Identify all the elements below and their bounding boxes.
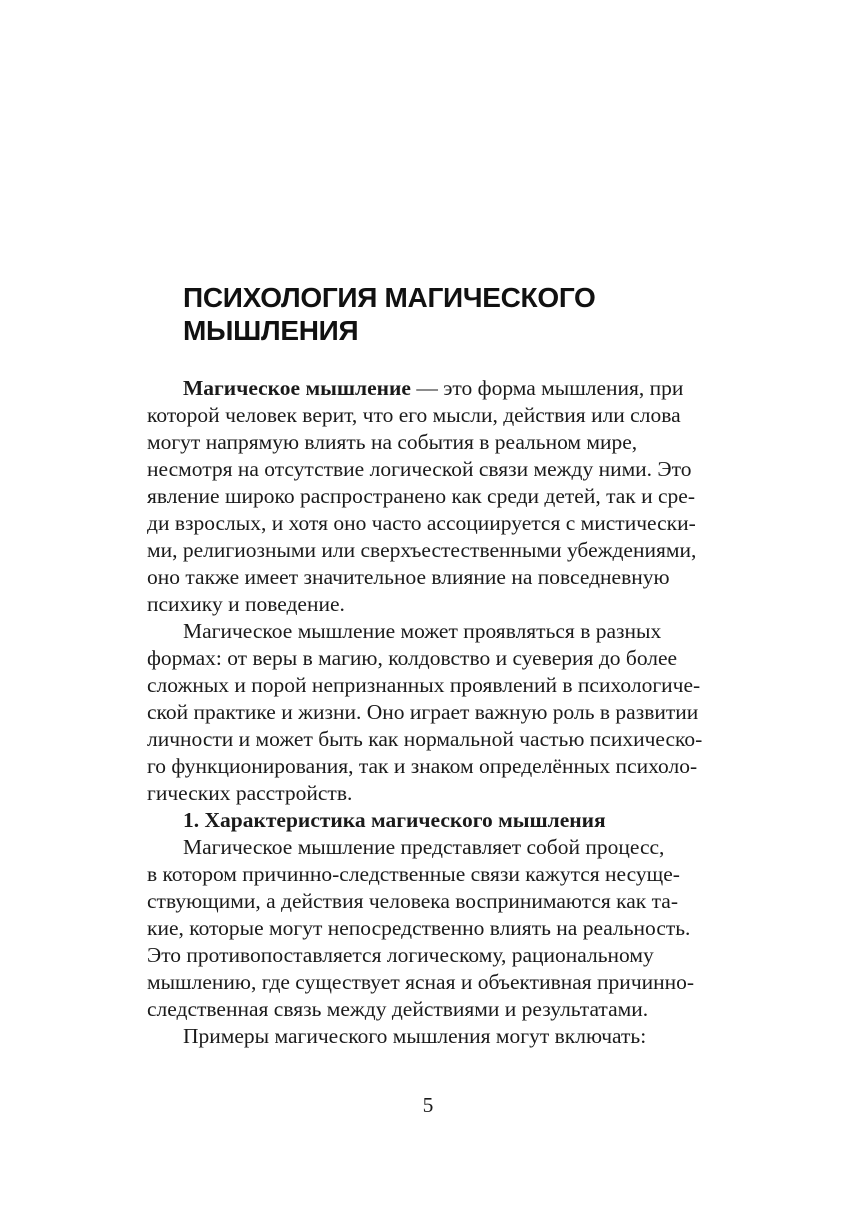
paragraph-line: могут напрямую влиять на события в реальном мире, [147,430,638,454]
paragraph-line: сложных и порой непризнанных проявлений в психологиче- [147,673,701,697]
paragraph-line: Магическое мышление представляет собой процесс, [183,835,665,859]
paragraph-line: Магическое мышление может проявляться в разных [183,619,662,643]
paragraph-3 [147,834,747,1023]
paragraph-line: явление широко распространено как среди детей, так и сре- [147,484,695,508]
paragraph-line: Это противопоставляется логическому, рациональному [147,943,654,967]
defined-term: Магическое мышление [183,376,411,400]
paragraph-line: следственная связь между действиями и результатами. [147,997,649,1021]
paragraph-line: ствующими, а действия человека воспринимаются как та- [147,889,678,913]
paragraph-line: кие, которые могут непосредственно влиять на реальность. [147,916,691,940]
page-number: 5 [422,1093,434,1117]
section-heading: 1. Характеристика магического мышления [183,808,606,832]
chapter-title-line: МЫШЛЕНИЯ [183,315,359,346]
paragraph-line: формах: от веры в магию, колдовство и суеверия до более [147,646,678,670]
paragraph-line [147,375,747,402]
paragraph-line: в котором причинно-следственные связи кажутся несуще- [147,862,680,886]
paragraph-line: гических расстройств. [147,781,353,805]
paragraph-line: личности и может быть как нормальной частью психическо- [147,727,703,751]
paragraph-line: оно также имеет значительное влияние на повседневную [147,565,670,589]
paragraph-text: — это форма мышления, при [410,376,684,400]
chapter-title [183,281,743,347]
body-text [147,375,747,1050]
paragraph-line: ми, религиозными или сверхъестественными убеждениями, [147,538,697,562]
paragraph-line: го функционирования, так и знаком определённых психоло- [147,754,698,778]
paragraph-line: Примеры магического мышления могут включать: [183,1024,647,1048]
paragraph-line: мышлению, где существует ясная и объективная причинно- [147,970,695,994]
paragraph-4 [147,1023,747,1050]
paragraph-line: ди взрослых, и хотя оно часто ассоциируется с мистически- [147,511,696,535]
paragraph-line: которой человек верит, что его мысли, действия или слова [147,403,681,427]
paragraph-1 [147,375,747,618]
paragraph-line: ской практике и жизни. Оно играет важную роль в развитии [147,700,699,724]
chapter-title-line: ПСИХОЛОГИЯ МАГИЧЕСКОГО [183,282,596,313]
paragraph-2 [147,618,747,807]
paragraph-line: психику и поведение. [147,592,345,616]
paragraph-line: несмотря на отсутствие логической связи между ними. Это [147,457,692,481]
